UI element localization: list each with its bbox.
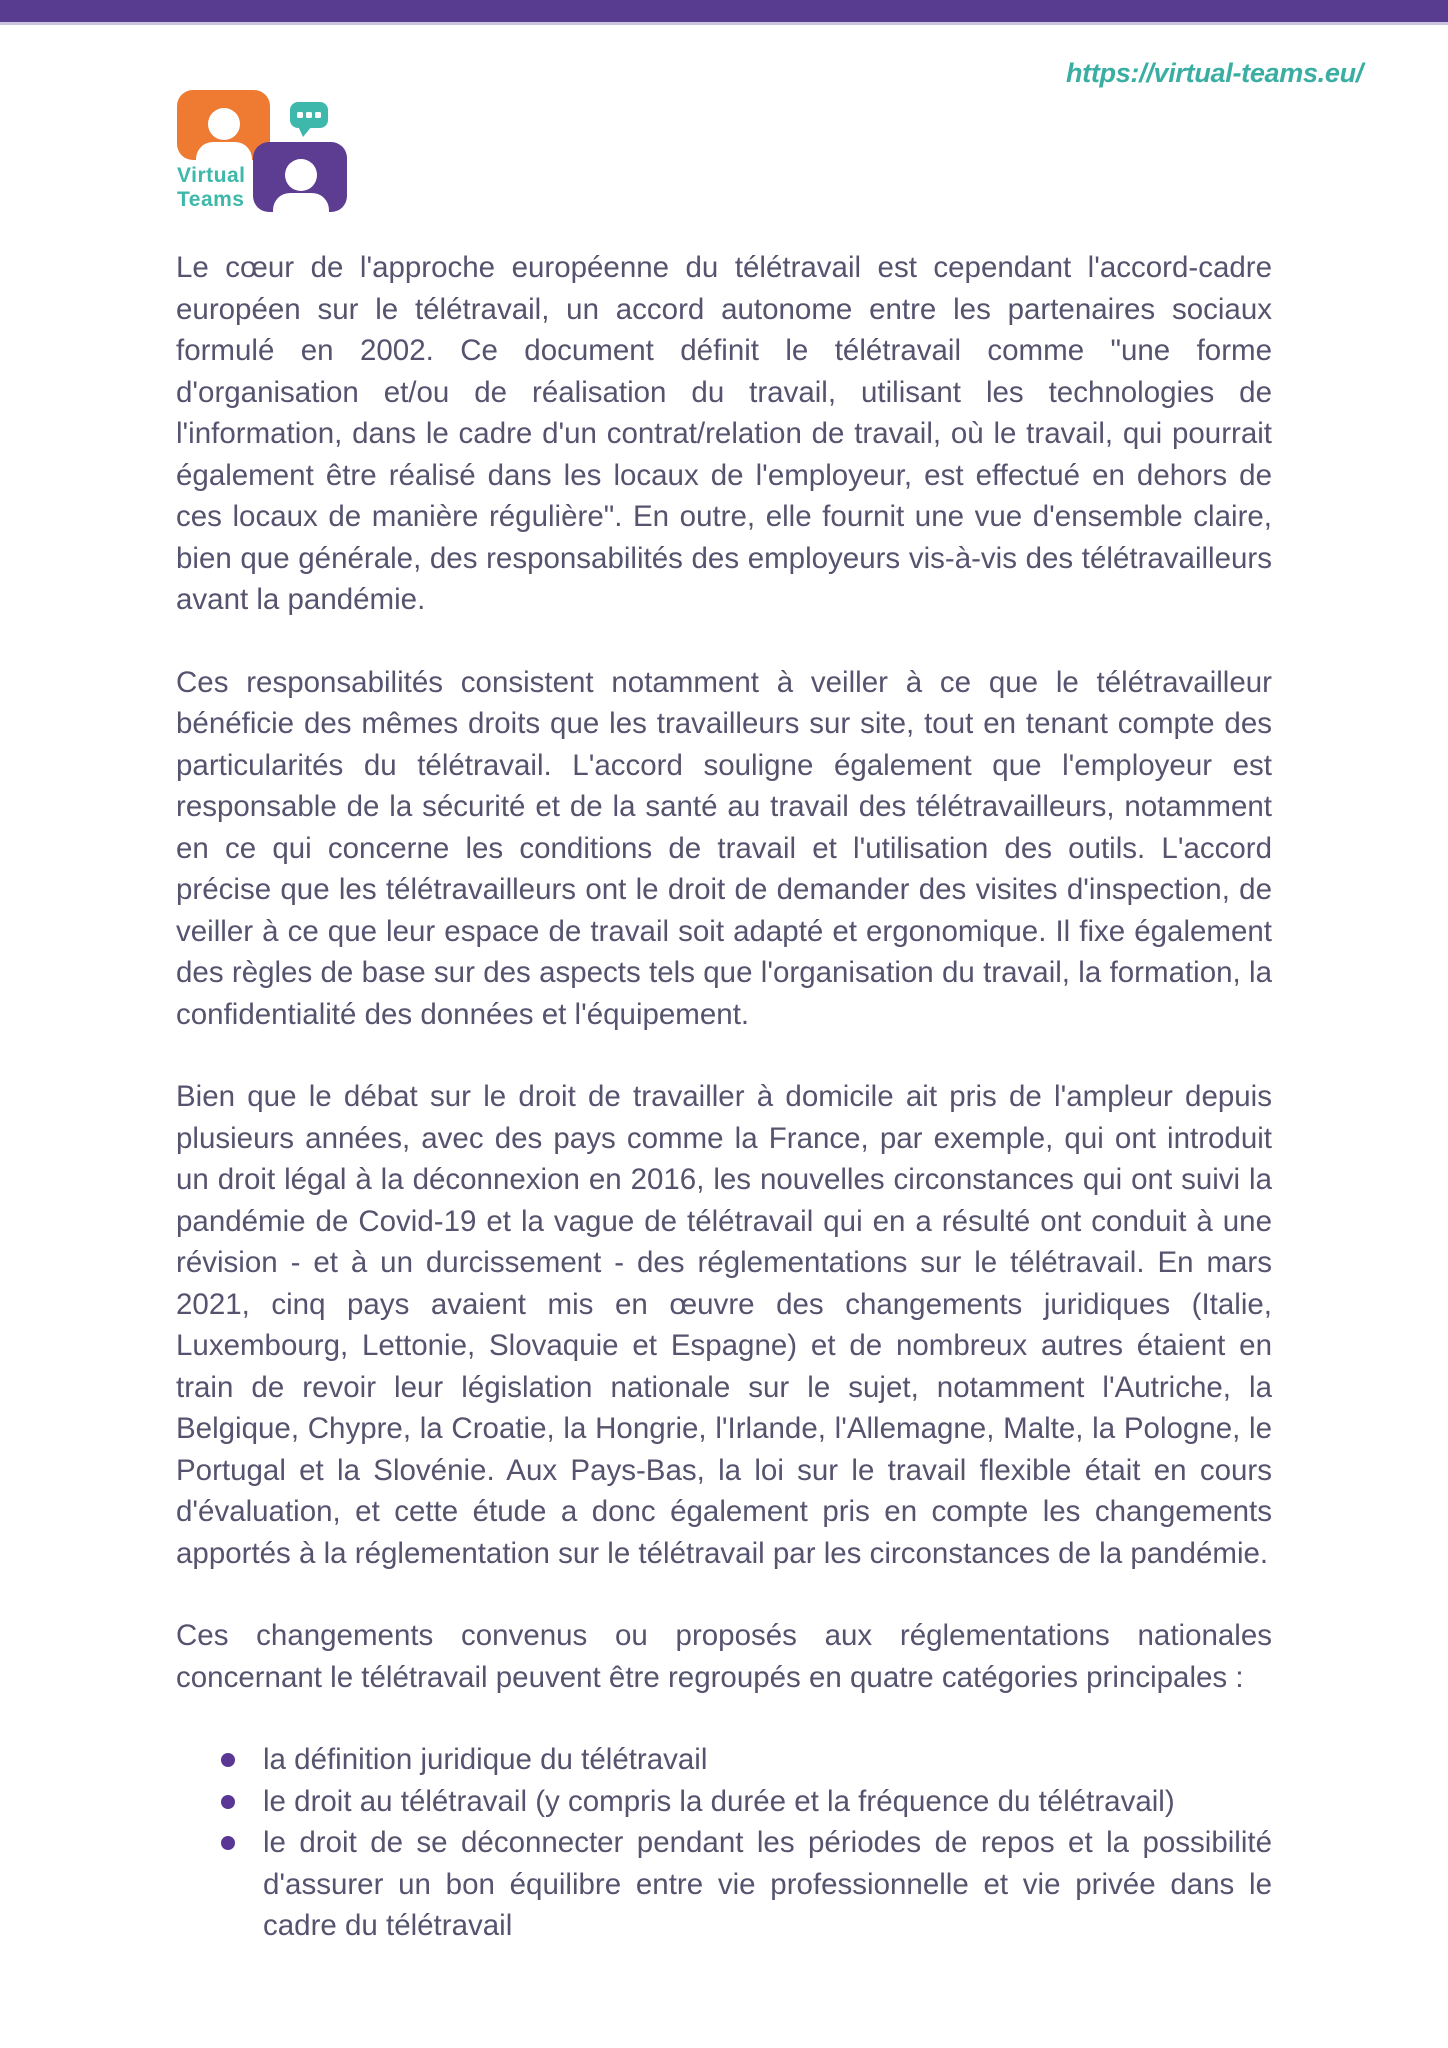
logo-text-teams: Teams: [177, 188, 245, 211]
list-item: [176, 1739, 1272, 1781]
bullet-icon: [221, 1795, 235, 1809]
paragraph-debat-droit: Bien que le débat sur le droit de travailler à domicile ait pris de l'ampleur depuis plusieurs années, avec des pays comme la France, par exemple, qui ont introduit un droit légal à la déconnexion en 2016, les nouvelles circonstances qui ont suivi la pandémie de Covid-19 et la vague de télétravail qui en a résulté ont conduit à une révision - et à un durcissement - des réglementations sur le télétravail. En mars 2021, cinq pays avaient mis en œuvre des changements juridiques (Italie, Luxembourg, Lettonie, Slovaquie et Espagne) et de nombreux autres étaient en train de revoir leur législation nationale sur le sujet, notamment l'Autriche, la Belgique, Chypre, la Croatie, la Hongrie, l'Irlande, l'Allemagne, Malte, la Pologne, le Portugal et la Slovénie. Aux Pays-Bas, la loi sur le travail flexible était en cours d'évaluation, et cette étude a donc également pris en compte les changements apportés à la réglementation sur le télétravail par les circonstances de la pandémie.: [176, 1080, 1272, 1570]
bullet-icon: [221, 1836, 235, 1850]
virtual-teams-logo: [170, 85, 355, 217]
list-item-text: la définition juridique du télétravail: [263, 1743, 708, 1776]
paragraph-categories-intro: Ces changements convenus ou proposés aux réglementations nationales concernant le télétravail peuvent être regroupés en quatre catégories principales :: [176, 1619, 1272, 1694]
site-url-link[interactable]: https://virtual-teams.eu/: [1065, 58, 1363, 88]
categories-list: [176, 1739, 1272, 1947]
purple-person-icon: [253, 142, 347, 217]
top-bar: [0, 0, 1448, 25]
list-item: [176, 1781, 1272, 1823]
list-item: [176, 1822, 1272, 1947]
logo-text-virtual: Virtual: [177, 164, 246, 187]
paragraph-responsabilites: Ces responsabilités consistent notamment à veiller à ce que le télétravailleur bénéficie des mêmes droits que les travailleurs sur site, tout en tenant compte des particularités du télétravail. L'accord souligne également que l'employeur est responsable de la sécurité et de la santé au travail des télétravailleurs, notamment en ce qui concerne les conditions de travail et l'utilisation des outils. L'accord précise que les télétravailleurs ont le droit de demander des visites d'inspection, de veiller à ce que leur espace de travail soit adapté et ergonomique. Il fixe également des règles de base sur des aspects tels que l'organisation du travail, la formation, la confidentialité des données et l'équipement.: [176, 665, 1272, 1031]
list-item-text: le droit de se déconnecter pendant les périodes de repos et la possibilité d'assurer un bon équilibre entre vie professionnelle et vie privée dans le cadre du télétravail: [263, 1826, 1272, 1942]
list-item-text: le droit au télétravail (y compris la durée et la fréquence du télétravail): [263, 1784, 1175, 1818]
bullet-icon: [221, 1753, 235, 1767]
paragraph-accord-cadre: Le cœur de l'approche européenne du télétravail est cependant l'accord-cadre européen sur le télétravail, un accord autonome entre les partenaires sociaux formulé en 2002. Ce document définit le télétravail comme "une forme d'organisation et/ou de réalisation du travail, utilisant les technologies de l'information, dans le cadre d'un contrat/relation de travail, où le travail, qui pourrait également être réalisé dans les locaux de l'employeur, est effectué en dehors de ces locaux de manière régulière". En outre, elle fournit une vue d'ensemble claire, bien que générale, des responsabilités des employeurs vis-à-vis des télétravailleurs avant la pandémie.: [176, 251, 1272, 616]
chat-bubble-icon: [290, 102, 328, 137]
document-body: [176, 247, 1272, 1947]
